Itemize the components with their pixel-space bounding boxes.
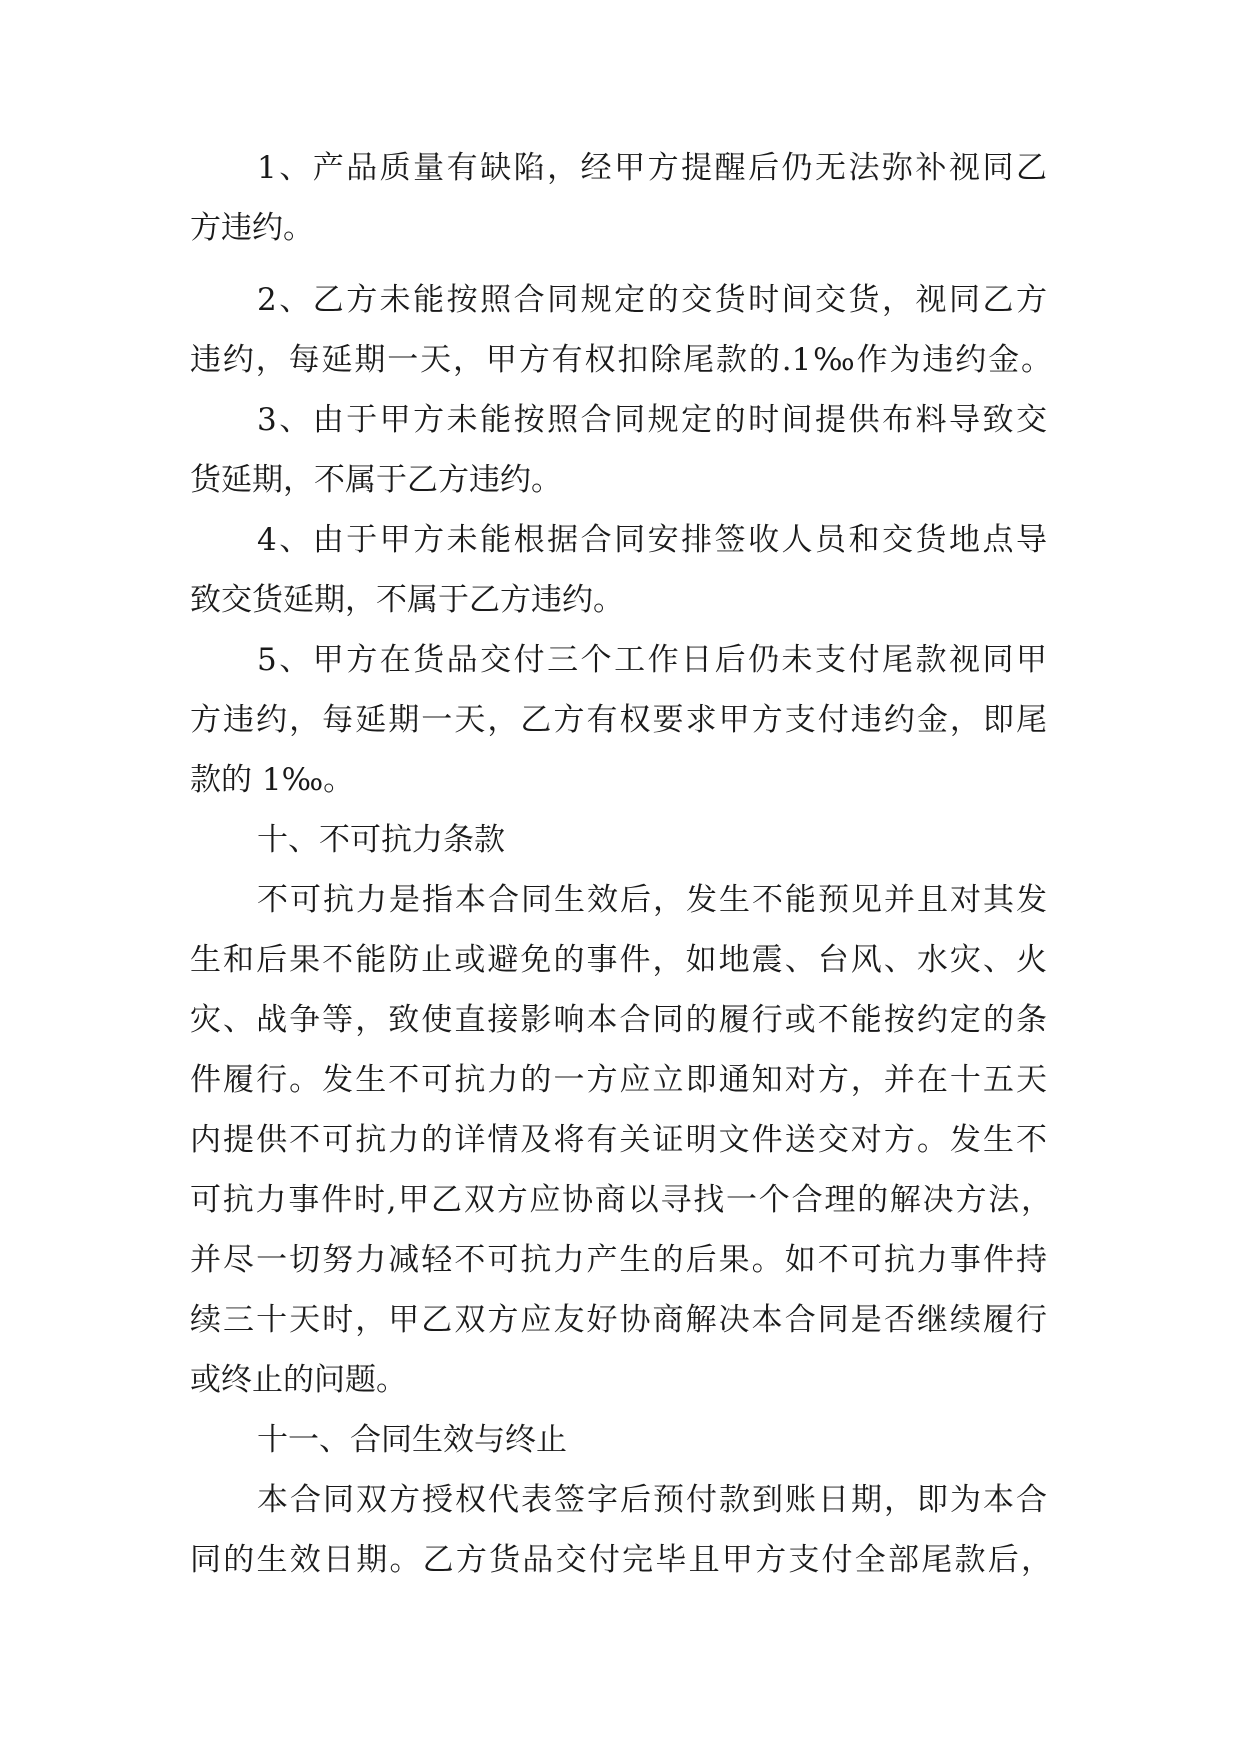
text-line: 灾、战争等，致使直接影响本合同的履行或不能按约定的条 bbox=[190, 1002, 1047, 1038]
text-line: 1、产品质量有缺陷，经甲方提醒后仍无法弥补视同乙 bbox=[257, 150, 1047, 186]
text-line: 5、甲方在货品交付三个工作日后仍未支付尾款视同甲 bbox=[257, 642, 1047, 678]
text-line: 方违约。 bbox=[190, 210, 314, 246]
text-line: 货延期，不属于乙方违约。 bbox=[190, 462, 562, 498]
text-line: 违约，每延期一天，甲方有权扣除尾款的.1‰作为违约金。 bbox=[190, 342, 1052, 378]
text-line: 致交货延期，不属于乙方违约。 bbox=[190, 582, 624, 618]
text-line: 本合同双方授权代表签字后预付款到账日期，即为本合 bbox=[257, 1482, 1047, 1518]
section-heading: 十一、合同生效与终止 bbox=[257, 1422, 567, 1458]
text-line: 不可抗力是指本合同生效后，发生不能预见并且对其发 bbox=[257, 882, 1047, 918]
text-line: 并尽一切努力减轻不可抗力产生的后果。如不可抗力事件持 bbox=[190, 1242, 1047, 1278]
text-line: 方违约，每延期一天，乙方有权要求甲方支付违约金，即尾 bbox=[190, 702, 1047, 738]
text-line: 4、由于甲方未能根据合同安排签收人员和交货地点导 bbox=[257, 522, 1047, 558]
text-line: 或终止的问题。 bbox=[190, 1362, 407, 1398]
text-line: 内提供不可抗力的详情及将有关证明文件送交对方。发生不 bbox=[190, 1122, 1047, 1158]
text-line: 件履行。发生不可抗力的一方应立即通知对方，并在十五天 bbox=[190, 1062, 1047, 1098]
text-line: 2、乙方未能按照合同规定的交货时间交货，视同乙方 bbox=[257, 282, 1047, 318]
text-line: 3、由于甲方未能按照合同规定的时间提供布料导致交 bbox=[257, 402, 1047, 438]
text-line: 续三十天时，甲乙双方应友好协商解决本合同是否继续履行 bbox=[190, 1302, 1047, 1338]
text-line: 款的 1‰。 bbox=[190, 762, 355, 798]
section-heading: 十、不可抗力条款 bbox=[257, 822, 505, 858]
text-line: 生和后果不能防止或避免的事件，如地震、台风、水灾、火 bbox=[190, 942, 1047, 978]
text-line: 可抗力事件时,甲乙双方应协商以寻找一个合理的解决方法， bbox=[190, 1182, 1052, 1218]
text-line: 同的生效日期。乙方货品交付完毕且甲方支付全部尾款后， bbox=[190, 1542, 1052, 1578]
